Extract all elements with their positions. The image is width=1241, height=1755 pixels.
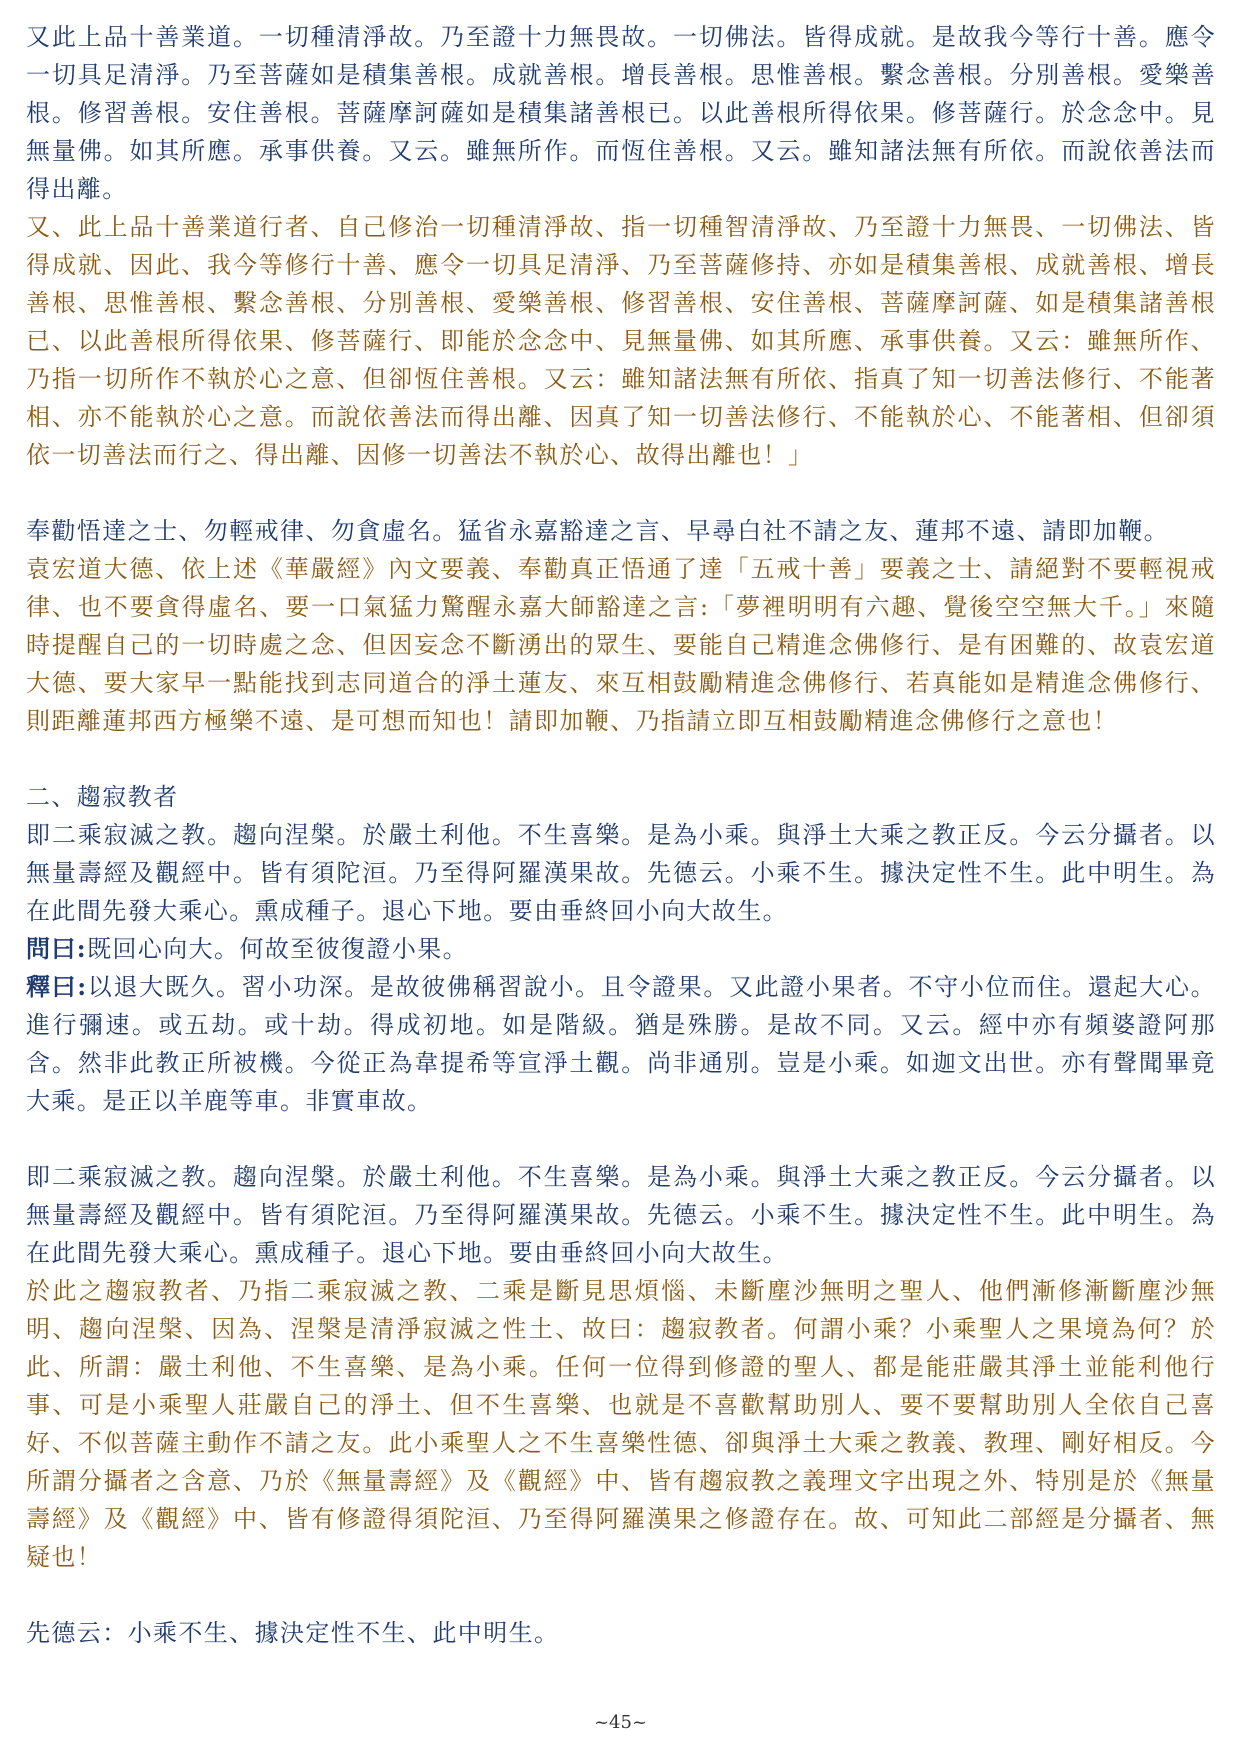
paragraph-text: 以退大既久。習小功深。是故彼佛稱習說小。且令證果。又此證小果者。不守小位而住。還起大心。進行彌速。或五劫。或十劫。得成初地。如是階級。猶是殊勝。是故不同。又云。經中亦有頻婆證阿那含。然非此教正所被機。今從正為韋提希等宣淨土觀。尚非通別。豈是小乘。如迦文出世。亦有聲聞畢竟大乘。是正以羊鹿等車。非實車故。: [26, 973, 1216, 1115]
paragraph-gap: [26, 474, 1216, 512]
paragraph-text: 於此之趨寂教者、乃指二乘寂滅之教、二乘是斷見思煩惱、未斷塵沙無明之聖人、他們漸修漸斷塵沙無明、趨向涅槃、因為、涅槃是清淨寂滅之性土、故曰：趨寂教者。何謂小乘？小乘聖人之果境為何？於此、所謂：嚴土利他、不生喜樂、是為小乘。任何一位得到修證的聖人、都是能莊嚴其淨土並能利他行事、可是小乘聖人莊嚴自己的淨土、但不生喜樂、也就是不喜歡幫助別人、要不要幫助別人全依自己喜好、不似菩薩主動作不請之友。此小乘聖人之不生喜樂性德、卻與淨土大乘之教義、教理、剛好相反。今所謂分攝者之含意、乃於《無量壽經》及《觀經》中、皆有趨寂教之義理文字出現之外、特別是於《無量壽經》及《觀經》中、皆有修證得須陀洹、乃至得阿羅漢果之修證存在。故、可知此二部經是分攝者、無疑也！: [26, 1277, 1216, 1571]
paragraph-text: 即二乘寂滅之教。趨向涅槃。於嚴土利他。不生喜樂。是為小乘。與淨土大乘之教正反。今云分攝者。以無量壽經及觀經中。皆有須陀洹。乃至得阿羅漢果故。先德云。小乘不生。據決定性不生。此中明生。為在此間先發大乘心。熏成種子。退心下地。要由垂終回小向大故生。: [26, 821, 1216, 925]
paragraph: [26, 1272, 1216, 1576]
paragraph-text: 奉勸悟達之士、勿輕戒律、勿貪虛名。猛省永嘉豁達之言、早尋白社不請之友、蓮邦不遠、請即加鞭。: [26, 517, 1169, 545]
paragraph-gap: [26, 1576, 1216, 1614]
paragraph: [26, 18, 1216, 208]
paragraph-gap: [26, 740, 1216, 778]
qa-paragraph: [26, 968, 1216, 1120]
paragraph: [26, 550, 1216, 740]
qa-label: 釋曰:: [26, 972, 88, 1001]
page-number: ~45~: [593, 1712, 648, 1733]
paragraph-text: 袁宏道大德、依上述《華嚴經》內文要義、奉勸真正悟通了達「五戒十善」要義之士、請絕對不要輕視戒律、也不要貪得虛名、要一口氣猛力驚醒永嘉大師豁達之言:「夢裡明明有六趣、覺後空空無大千。」來隨時提醒自己的一切時處之念、但因妄念不斷湧出的眾生、要能自己精進念佛修行、是有困難的、故袁宏道大德、要大家早一點能找到志同道合的淨土蓮友、來互相鼓勵精進念佛修行、若真能如是精進念佛修行、則距離蓮邦西方極樂不遠、是可想而知也！請即加鞭、乃指請立即互相鼓勵精進念佛修行之意也！: [26, 555, 1216, 735]
paragraph: [26, 1614, 1216, 1652]
paragraph-text: 又、此上品十善業道行者、自己修治一切種清淨故、指一切種智清淨故、乃至證十力無畏、一切佛法、皆得成就、因此、我今等修行十善、應令一切具足清淨、乃至菩薩修持、亦如是積集善根、成就善根、增長善根、思惟善根、繫念善根、分別善根、愛樂善根、修習善根、安住善根、菩薩摩訶薩、如是積集諸善根已、以此善根所得依果、修菩薩行、即能於念念中、見無量佛、如其所應、承事供養。又云：雖無所作、乃指一切所作不執於心之意、但卻恆住善根。又云：雖知諸法無有所依、指真了知一切善法修行、不能著相、亦不能執於心之意。而說依善法而得出離、因真了知一切善法修行、不能執於心、不能著相、但卻須依一切善法而行之、得出離、因修一切善法不執於心、故得出離也！」: [26, 213, 1216, 469]
paragraph-text: 二、趨寂教者: [26, 783, 179, 811]
paragraph-gap: [26, 1120, 1216, 1158]
paragraph: [26, 208, 1216, 474]
document-body: [26, 18, 1216, 1652]
paragraph-text: 既回心向大。何故至彼復證小果。: [87, 935, 469, 963]
paragraph: [26, 778, 1216, 816]
paragraph: [26, 816, 1216, 930]
paragraph: [26, 512, 1216, 550]
paragraph-text: 先德云：小乘不生、據決定性不生、此中明生。: [26, 1619, 560, 1647]
paragraph-text: 即二乘寂滅之教。趨向涅槃。於嚴土利他。不生喜樂。是為小乘。與淨土大乘之教正反。今云分攝者。以無量壽經及觀經中。皆有須陀洹。乃至得阿羅漢果故。先德云。小乘不生。據決定性不生。此中明生。為在此間先發大乘心。熏成種子。退心下地。要由垂終回小向大故生。: [26, 1163, 1216, 1267]
qa-paragraph: [26, 930, 1216, 968]
paragraph: [26, 1158, 1216, 1272]
qa-label: 問曰:: [26, 934, 88, 963]
paragraph-text: 又此上品十善業道。一切種清淨故。乃至證十力無畏故。一切佛法。皆得成就。是故我今等行十善。應令一切具足清淨。乃至菩薩如是積集善根。成就善根。增長善根。思惟善根。繫念善根。分別善根。愛樂善根。修習善根。安住善根。菩薩摩訶薩如是積集諸善根已。以此善根所得依果。修菩薩行。於念念中。見無量佛。如其所應。承事供養。又云。雖無所作。而恆住善根。又云。雖知諸法無有所依。而說依善法而得出離。: [26, 23, 1216, 203]
